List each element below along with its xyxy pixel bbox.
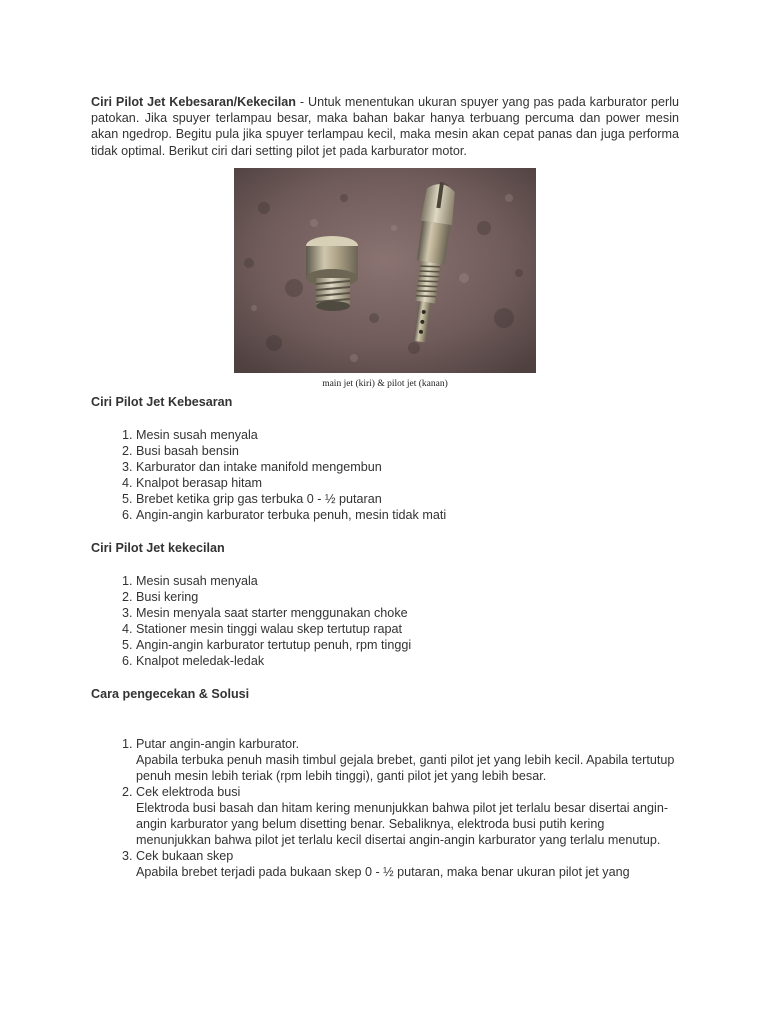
list-item: 5. Brebet ketika grip gas terbuka 0 - ½ putaran	[136, 491, 679, 507]
intro-paragraph	[91, 94, 679, 159]
list-solusi	[91, 736, 679, 880]
heading-kekecilan: Ciri Pilot Jet kekecilan	[91, 540, 225, 555]
step-detail: Apabila brebet terjadi pada bukaan skep 0 - ½ putaran, maka benar ukuran pilot jet yang	[136, 864, 630, 879]
step-title: Cek bukaan skep	[136, 848, 234, 863]
intro-text: Untuk menentukan ukuran spuyer yang pas pada karburator perlu patokan. Jika spuyer terlampau besar, maka bahan bakar hanya terbuang percuma dan power mesin akan ngedrop. Begitu pula jika spuyer terlampau kecil, maka mesin akan cepat panas dan juga performa tidak optimal. Berikut ciri dari setting pilot jet pada karburator motor.	[91, 95, 679, 158]
figure-caption: main jet (kiri) & pilot jet (kanan)	[322, 378, 448, 389]
list-item: 2. Busi basah bensin	[136, 443, 679, 459]
step-item	[136, 848, 679, 880]
list-kebesaran	[91, 427, 679, 523]
list-item: 1. Mesin susah menyala	[136, 573, 679, 589]
jet-figure	[234, 168, 536, 390]
heading-solusi: Cara pengecekan & Solusi	[91, 686, 250, 701]
list-item: 5. Angin-angin karburator tertutup penuh, rpm tinggi	[136, 637, 679, 653]
step-item	[136, 784, 679, 848]
step-title: Cek elektroda busi	[136, 784, 241, 799]
list-kekecilan	[91, 573, 679, 669]
heading-kebesaran: Ciri Pilot Jet Kebesaran	[91, 394, 233, 409]
document-content	[91, 94, 679, 880]
list-item: 1. Mesin susah menyala	[136, 427, 679, 443]
list-item: 6. Knalpot meledak-ledak	[136, 653, 679, 669]
list-item: 4. Stationer mesin tinggi walau skep tertutup rapat	[136, 621, 679, 637]
intro-title: Ciri Pilot Jet Kebesaran/Kekecilan	[91, 95, 296, 109]
step-detail: Elektroda busi basah dan hitam kering menunjukkan bahwa pilot jet terlalu besar disertai angin-angin karburator yang belum disetting benar. Sebaliknya, elektroda busi putih kering menunjukkan bahwa pilot jet terlalu kecil disertai angin-angin karburator yang terlalu menutup.	[136, 800, 669, 847]
list-item: 3. Karburator dan intake manifold mengembun	[136, 459, 679, 475]
list-item: 2. Busi kering	[136, 589, 679, 605]
list-item: 4. Knalpot berasap hitam	[136, 475, 679, 491]
list-item: 3. Mesin menyala saat starter menggunakan choke	[136, 605, 679, 621]
step-detail: Apabila terbuka penuh masih timbul gejala brebet, ganti pilot jet yang lebih kecil. Apabila tertutup penuh mesin lebih teriak (rpm lebih tinggi), ganti pilot jet yang lebih besar.	[136, 752, 675, 783]
jet-photo	[234, 168, 536, 373]
list-item: 6. Angin-angin karburator terbuka penuh, mesin tidak mati	[136, 507, 679, 523]
step-item	[136, 736, 679, 784]
step-title: Putar angin-angin karburator.	[136, 736, 300, 751]
intro-separator: -	[295, 95, 309, 109]
